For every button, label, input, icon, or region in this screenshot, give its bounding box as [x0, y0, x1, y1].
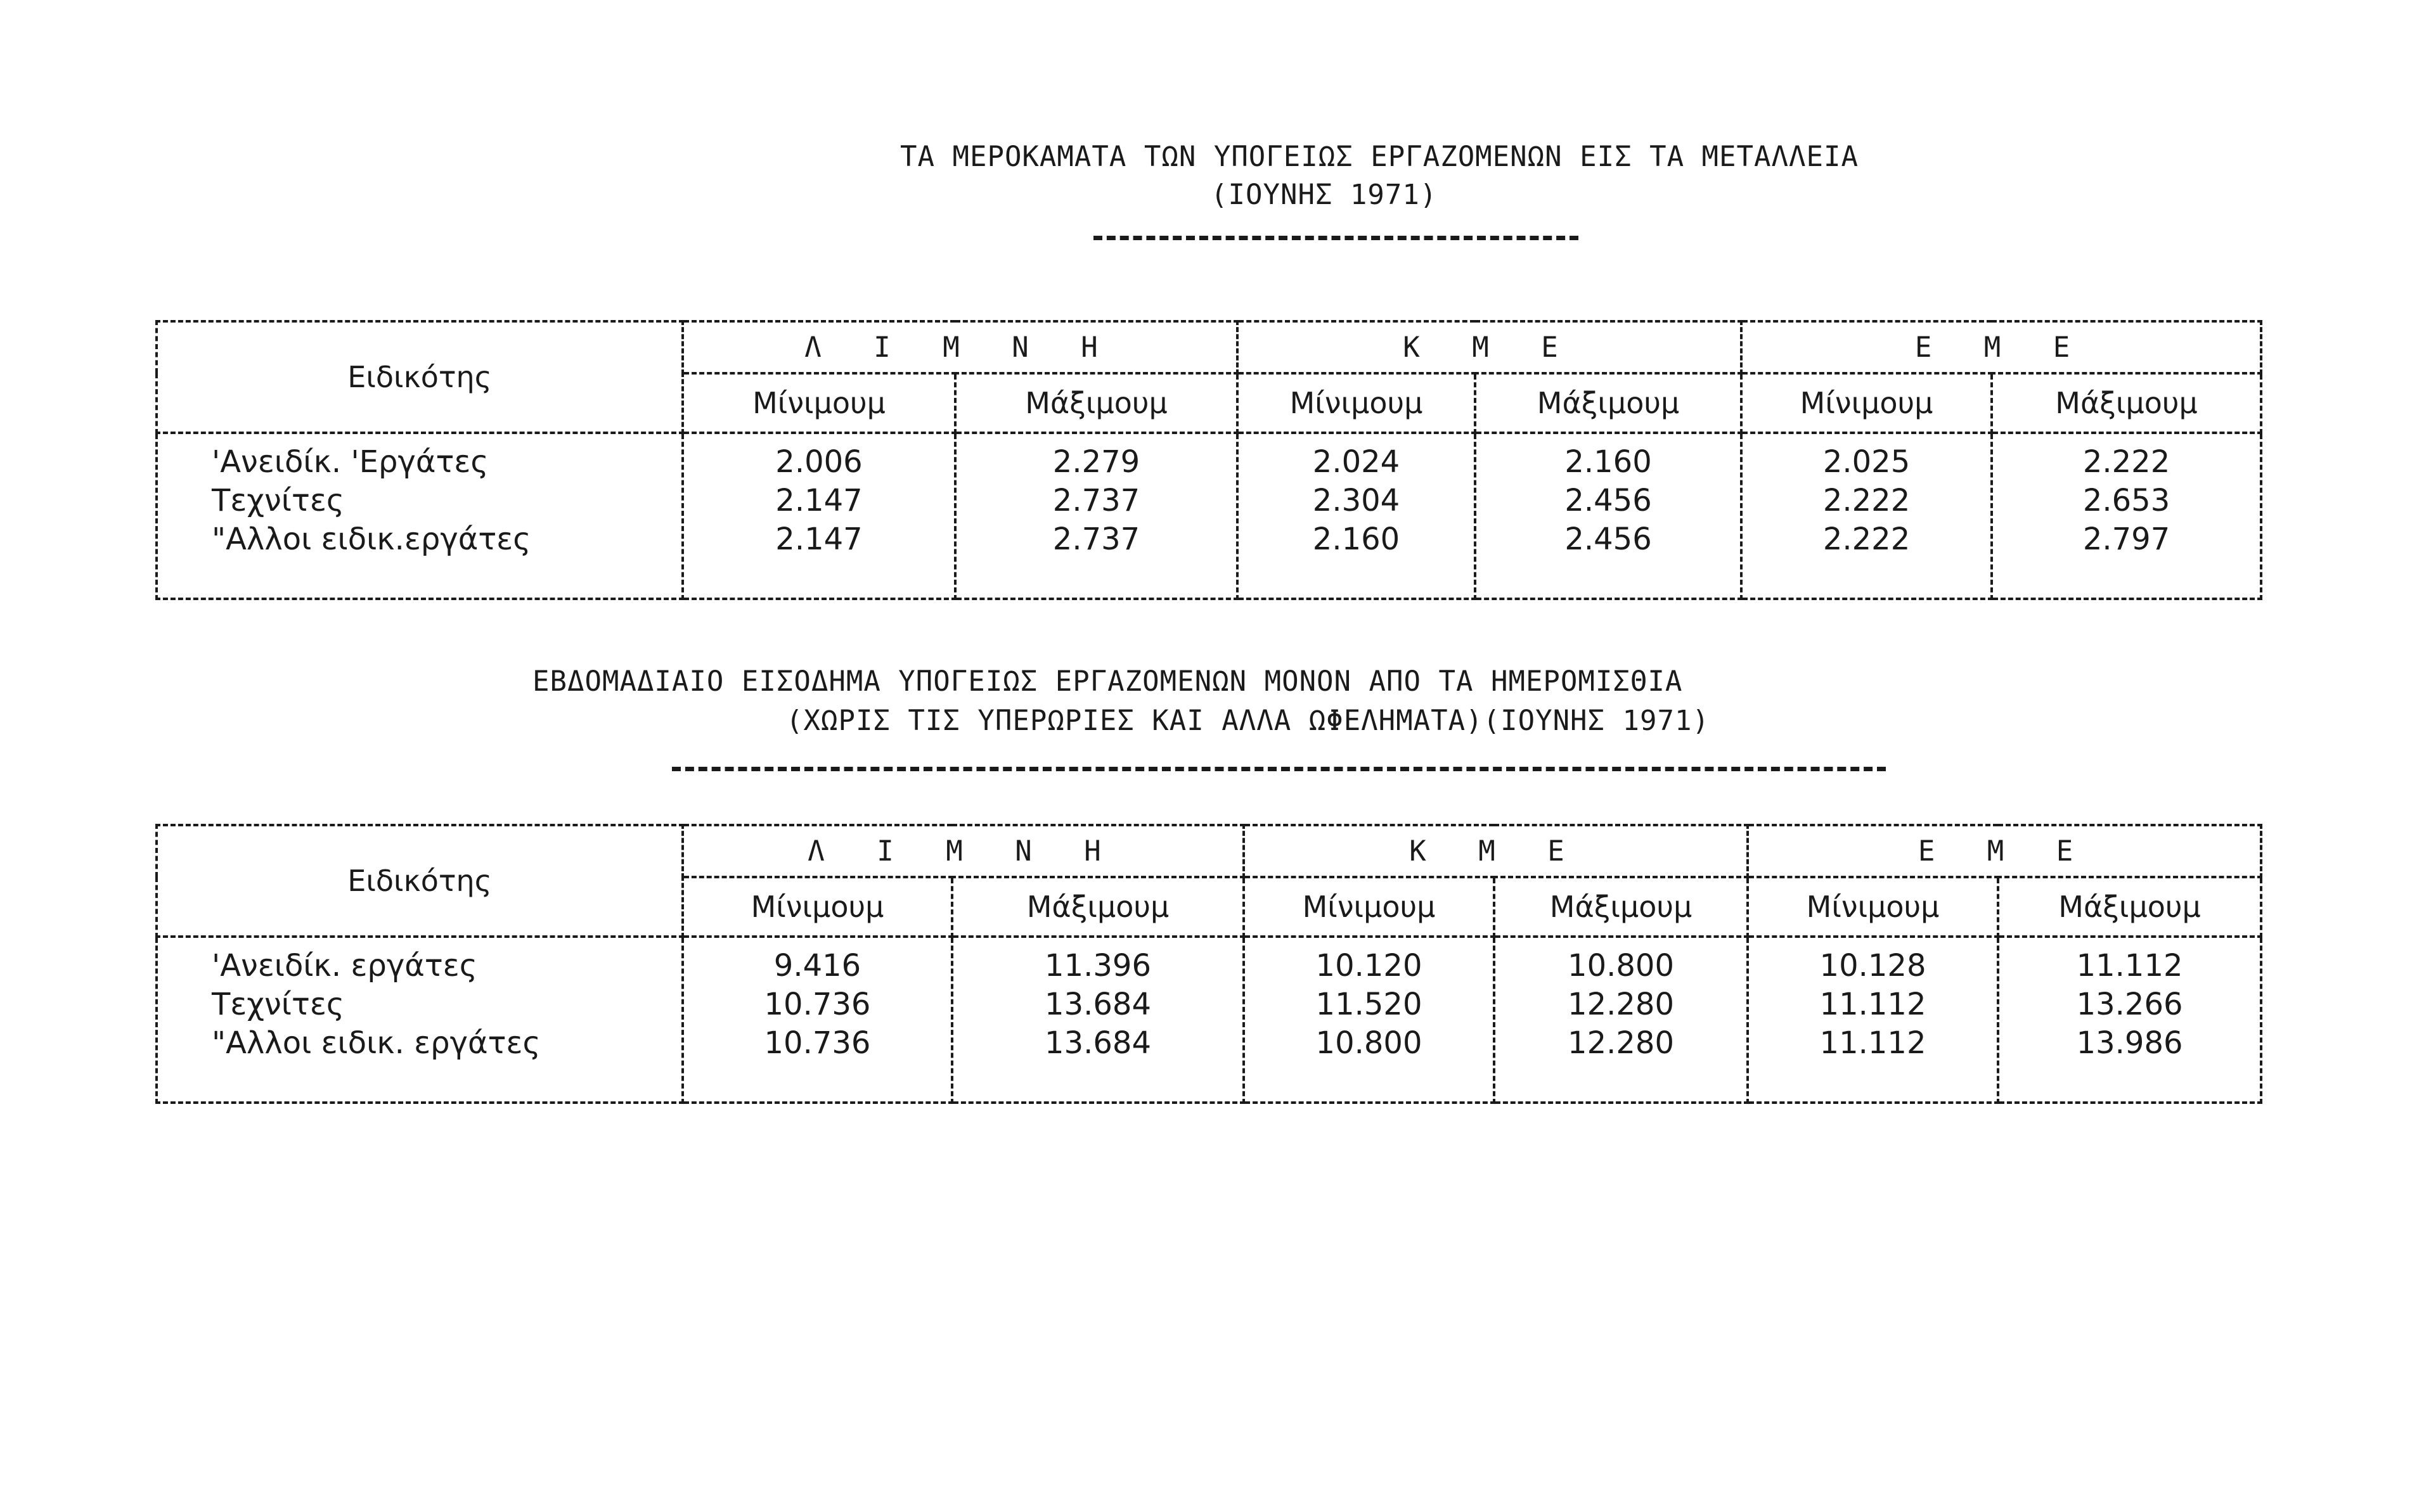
row-label: Τεχνίτες: [212, 483, 345, 518]
value-cell: 2.222: [2082, 444, 2170, 480]
value-cell: 11.112: [1819, 987, 1926, 1022]
specialty-header: Ειδικότης: [157, 321, 683, 433]
limni-max-column: [952, 937, 1244, 1103]
min-header: Μίνιμουμ: [1741, 373, 1992, 433]
row-label: "Αλλοι ειδικ.εργάτες: [212, 522, 531, 557]
value-cell: 13.684: [1045, 1025, 1151, 1061]
max-header: Μάξιμουμ: [952, 877, 1244, 937]
value-cell: 10.800: [1315, 1025, 1422, 1061]
title-underline: [1093, 236, 1578, 240]
title-underline: [672, 767, 1886, 771]
row-label: 'Ανειδίκ. 'Εργάτες: [212, 444, 489, 480]
value-cell: 2.737: [1052, 483, 1140, 518]
value-cell: 2.797: [2082, 522, 2170, 557]
value-cell: 10.128: [1819, 948, 1926, 983]
region-header-eme: Ε Μ Ε: [1741, 321, 2261, 373]
value-cell: 2.025: [1822, 444, 1911, 480]
value-cell: 9.416: [773, 948, 861, 983]
daily-wages-table: [155, 320, 2262, 600]
row-label: Τεχνίτες: [212, 987, 345, 1022]
kme-max-column: [1475, 433, 1741, 599]
max-header: Μάξιμουμ: [1475, 373, 1741, 433]
value-cell: 2.147: [775, 522, 863, 557]
kme-min-column: [1237, 433, 1475, 599]
region-header-limni: Λ Ι Μ Ν Η: [683, 321, 1237, 373]
min-header: Μίνιμουμ: [1244, 877, 1494, 937]
value-cell: 13.986: [2076, 1025, 2183, 1061]
region-header-kme: Κ Μ Ε: [1237, 321, 1741, 373]
value-cell: 2.160: [1312, 522, 1400, 557]
max-header: Μάξιμουμ: [1998, 877, 2261, 937]
value-cell: 12.280: [1568, 1025, 1674, 1061]
table1-title: ΤΑ ΜΕΡΟΚΑΜΑΤΑ ΤΩΝ ΥΠΟΓΕΙΩΣ ΕΡΓΑΖΟΜΕΝΩΝ ΕΙΣ ΤΑ ΜΕΤΑΛΛΕΙΑ: [900, 141, 1859, 173]
value-cell: 2.456: [1564, 522, 1652, 557]
max-header: Μάξιμουμ: [1494, 877, 1748, 937]
value-cell: 2.737: [1052, 522, 1140, 557]
value-cell: 2.653: [2082, 483, 2170, 518]
min-header: Μίνιμουμ: [1748, 877, 1998, 937]
value-cell: 11.112: [1819, 1025, 1926, 1061]
limni-min-column: [683, 433, 955, 599]
region-header-eme: Ε Μ Ε: [1748, 825, 2261, 877]
eme-min-column: [1741, 433, 1992, 599]
value-cell: 12.280: [1568, 987, 1674, 1022]
value-cell: 2.304: [1312, 483, 1400, 518]
value-cell: 2.147: [775, 483, 863, 518]
row-label: 'Ανειδίκ. εργάτες: [212, 948, 477, 983]
value-cell: 2.279: [1052, 444, 1140, 480]
value-cell: 2.024: [1312, 444, 1400, 480]
value-cell: 2.222: [1822, 522, 1911, 557]
value-cell: 10.800: [1568, 948, 1674, 983]
min-header: Μίνιμουμ: [683, 373, 955, 433]
limni-max-column: [955, 433, 1237, 599]
table2-title: ΕΒΔΟΜΑΔΙΑΙΟ ΕΙΣΟΔΗΜΑ ΥΠΟΓΕΙΩΣ ΕΡΓΑΖΟΜΕΝΩΝ ΜΟΝΟΝ ΑΠΟ ΤΑ ΗΜΕΡΟΜΙΣΘΙΑ: [532, 665, 1683, 698]
value-cell: 10.736: [764, 987, 871, 1022]
value-cell: 2.456: [1564, 483, 1652, 518]
weekly-income-table: [155, 824, 2262, 1104]
max-header: Μάξιμουμ: [955, 373, 1237, 433]
eme-max-column: [1992, 433, 2261, 599]
region-header-kme: Κ Μ Ε: [1244, 825, 1748, 877]
value-cell: 11.520: [1315, 987, 1422, 1022]
specialty-column: [157, 433, 683, 599]
value-cell: 13.684: [1045, 987, 1151, 1022]
value-cell: 11.396: [1045, 948, 1151, 983]
value-cell: 10.120: [1315, 948, 1422, 983]
eme-min-column: [1748, 937, 1998, 1103]
table2-subtitle: (ΧΩΡΙΣ ΤΙΣ ΥΠΕΡΩΡΙΕΣ ΚΑΙ ΑΛΛΑ ΩΦΕΛΗΜΑΤΑ)(ΙΟΥΝΗΣ 1971): [786, 705, 1710, 737]
max-header: Μάξιμουμ: [1992, 373, 2261, 433]
min-header: Μίνιμουμ: [683, 877, 952, 937]
value-cell: 10.736: [764, 1025, 871, 1061]
specialty-header: Ειδικότης: [157, 825, 683, 937]
min-header: Μίνιμουμ: [1237, 373, 1475, 433]
specialty-column: [157, 937, 683, 1103]
value-cell: 13.266: [2076, 987, 2183, 1022]
value-cell: 11.112: [2076, 948, 2183, 983]
kme-max-column: [1494, 937, 1748, 1103]
value-cell: 2.222: [1822, 483, 1911, 518]
limni-min-column: [683, 937, 952, 1103]
row-label: "Αλλοι ειδικ. εργάτες: [212, 1025, 541, 1061]
kme-min-column: [1244, 937, 1494, 1103]
value-cell: 2.006: [775, 444, 863, 480]
region-header-limni: Λ Ι Μ Ν Η: [683, 825, 1244, 877]
eme-max-column: [1998, 937, 2261, 1103]
value-cell: 2.160: [1564, 444, 1652, 480]
table1-subtitle: (ΙΟΥΝΗΣ 1971): [1211, 179, 1438, 211]
